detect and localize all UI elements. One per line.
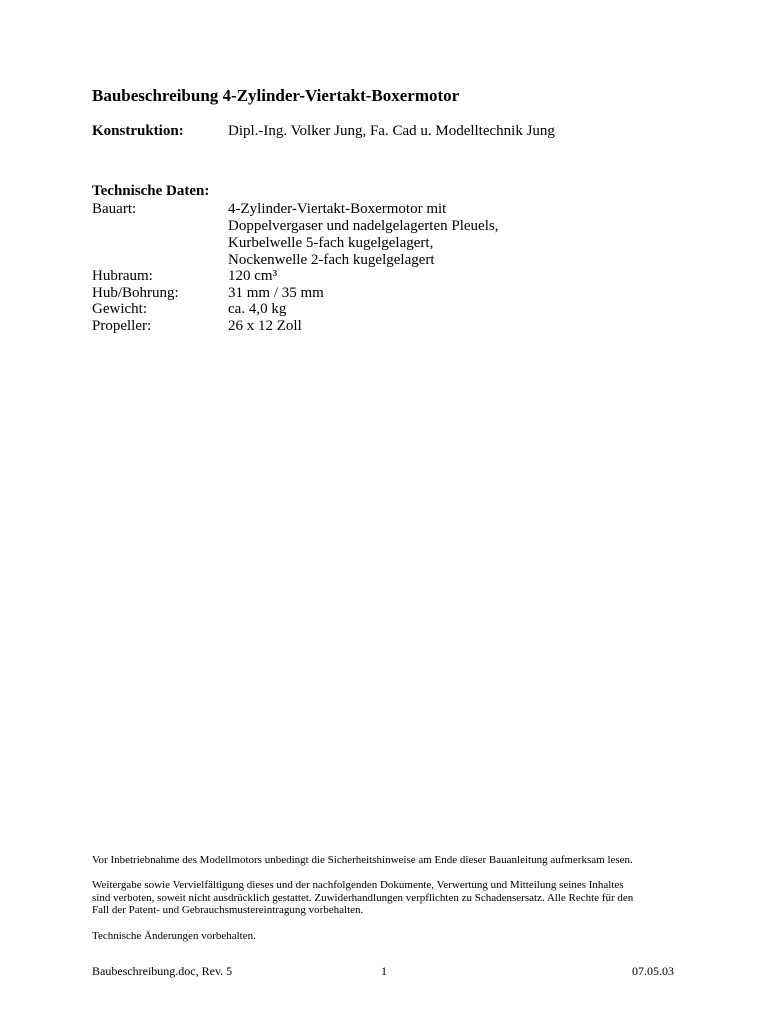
footer-filename: Baubeschreibung.doc, Rev. 5 xyxy=(92,964,233,978)
document-title: Baubeschreibung 4-Zylinder-Viertakt-Boxermotor xyxy=(92,86,460,105)
bauart-line: Kurbelwelle 5-fach kugelgelagert, xyxy=(228,235,434,251)
bauart-line: 4-Zylinder-Viertakt-Boxermotor mit xyxy=(228,201,447,217)
spec-value: 120 cm³ xyxy=(228,268,278,284)
bauart-value xyxy=(228,201,498,269)
bauart-label: Bauart: xyxy=(92,201,137,217)
bauart-line: Nockenwelle 2-fach kugelgelagert xyxy=(228,252,435,268)
footer-page-number: 1 xyxy=(381,964,387,978)
copyright-line: sind verboten, soweit nicht ausdrücklich gestattet. Zuwiderhandlungen verpflichten zu Schadensersatz. Alle Rechte für den xyxy=(92,891,634,904)
spec-value: 31 mm / 35 mm xyxy=(228,285,324,301)
konstruktion-value: Dipl.-Ing. Volker Jung, Fa. Cad u. Modelltechnik Jung xyxy=(228,123,555,139)
changes-notice: Technische Änderungen vorbehalten. xyxy=(92,930,256,942)
spec-value: 26 x 12 Zoll xyxy=(228,318,302,334)
konstruktion-label: Konstruktion: xyxy=(92,123,184,139)
spec-label: Gewicht: xyxy=(92,301,147,317)
bauart-line: Doppelvergaser und nadelgelagerten Pleuels, xyxy=(228,218,499,234)
spec-label: Hub/Bohrung: xyxy=(92,285,179,301)
technische-daten-heading: Technische Daten: xyxy=(92,183,210,199)
spec-label: Hubraum: xyxy=(92,268,153,284)
copyright-notice xyxy=(92,879,692,917)
spec-value: ca. 4,0 kg xyxy=(228,301,287,317)
safety-notice: Vor Inbetriebnahme des Modellmotors unbedingt die Sicherheitshinweise am Ende dieser Bauanleitung aufmerksam lesen. xyxy=(92,854,633,866)
footer-date: 07.05.03 xyxy=(632,964,674,978)
spec-label: Propeller: xyxy=(92,318,152,334)
copyright-line: Weitergabe sowie Vervielfältigung dieses und der nachfolgenden Dokumente, Verwertung und Mitteilung seines Inhaltes xyxy=(92,879,624,891)
copyright-line: Fall der Patent- und Gebrauchsmustereintragung vorbehalten. xyxy=(92,904,364,916)
